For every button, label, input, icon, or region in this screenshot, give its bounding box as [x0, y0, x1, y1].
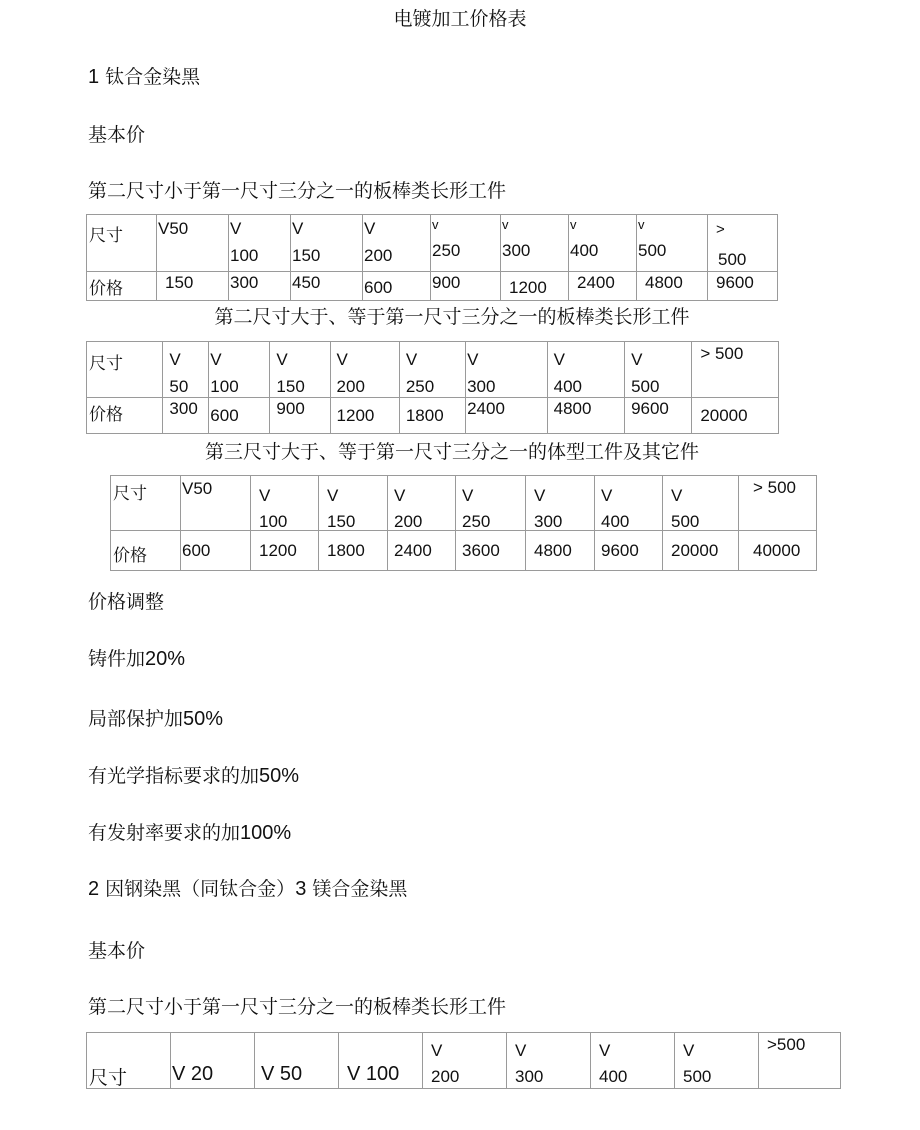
- size-cell: V 300: [526, 476, 595, 531]
- adjustment-text: 有光学指标要求的加: [88, 765, 260, 787]
- price-cell: 300: [163, 398, 209, 434]
- price-cell: 150: [157, 272, 229, 301]
- size-cell: V50: [181, 476, 251, 531]
- size-cell: V 50: [163, 342, 209, 398]
- price-cell: 1800: [319, 531, 388, 571]
- price-cell: 2400: [388, 531, 456, 571]
- section-1-heading: [88, 62, 200, 89]
- price-cell: 1200: [330, 398, 399, 434]
- size-cell: V50: [157, 215, 229, 272]
- adjustment-value: 20%: [145, 648, 186, 670]
- section-number: 1: [88, 66, 100, 88]
- adjustment-item: [88, 761, 299, 788]
- size-cell: V 400: [591, 1033, 675, 1089]
- price-label-cell: 价格: [87, 398, 163, 434]
- size-label-cell: 尺寸: [111, 476, 181, 531]
- size-row: [87, 215, 778, 272]
- size-cell: V 300: [507, 1033, 591, 1089]
- price-cell: 600: [181, 531, 251, 571]
- page-title: 电镀加工价格表: [393, 8, 527, 30]
- size-cell: V 200: [363, 215, 431, 272]
- price-cell: 20000: [663, 531, 739, 571]
- table1-caption: 第二尺寸小于第一尺寸三分之一的板棒类长形工件: [88, 180, 507, 202]
- size-cell: V 20: [171, 1033, 255, 1089]
- size-cell: V 100: [229, 215, 291, 272]
- price-cell: 2400: [569, 272, 637, 301]
- price-table-4: [86, 1032, 841, 1089]
- size-cell: v 500: [637, 215, 708, 272]
- price-row: [111, 531, 817, 571]
- price-table-3: [110, 475, 817, 571]
- size-label-cell: 尺寸: [87, 342, 163, 398]
- price-row: [87, 398, 779, 434]
- size-cell: > 500: [739, 476, 817, 531]
- size-cell: V 200: [423, 1033, 507, 1089]
- adjustment-value: 50%: [259, 765, 300, 787]
- size-label-cell: 尺寸: [87, 215, 157, 272]
- price-label-cell: 价格: [87, 272, 157, 301]
- size-cell: >500: [759, 1033, 841, 1089]
- price-cell: 1200: [251, 531, 319, 571]
- price-cell: 1800: [399, 398, 465, 434]
- price-cell: 900: [431, 272, 501, 301]
- size-cell: V 50: [255, 1033, 339, 1089]
- size-cell: v 300: [501, 215, 569, 272]
- price-cell: 600: [363, 272, 431, 301]
- price-cell: 3600: [456, 531, 526, 571]
- size-cell: > 500: [692, 342, 779, 398]
- price-table-1: [86, 214, 778, 301]
- price-cell: 2400: [466, 398, 548, 434]
- base-price-label: 基本价: [88, 124, 146, 146]
- size-cell: V 200: [388, 476, 456, 531]
- section-title: 镁合金染黑: [312, 878, 408, 900]
- size-label-cell: 尺寸: [87, 1033, 171, 1089]
- size-cell: V 150: [291, 215, 363, 272]
- price-cell: 9600: [625, 398, 692, 434]
- section-2-heading: [88, 874, 407, 901]
- price-adjust-title: 价格调整: [88, 591, 165, 613]
- adjustment-text: 有发射率要求的加: [88, 822, 241, 844]
- price-cell: 4800: [526, 531, 595, 571]
- size-cell: V 400: [595, 476, 663, 531]
- size-row: [87, 1033, 841, 1089]
- size-cell: > 500: [708, 215, 778, 272]
- adjustment-text: 局部保护加: [88, 708, 184, 730]
- size-cell: v 250: [431, 215, 501, 272]
- price-cell: 300: [229, 272, 291, 301]
- size-cell: V 250: [456, 476, 526, 531]
- size-cell: V 300: [466, 342, 548, 398]
- adjustment-value: 100%: [240, 822, 292, 844]
- price-table-2: [86, 341, 779, 434]
- adjustment-value: 50%: [183, 708, 224, 730]
- adjustment-item: [88, 818, 291, 845]
- size-cell: V 500: [625, 342, 692, 398]
- size-cell: V 400: [547, 342, 624, 398]
- price-row: [87, 272, 778, 301]
- adjustment-item: [88, 704, 223, 731]
- price-label-cell: 价格: [111, 531, 181, 571]
- section-number: 2: [88, 878, 100, 900]
- price-cell: 1200: [501, 272, 569, 301]
- price-cell: 20000: [692, 398, 779, 434]
- price-cell: 40000: [739, 531, 817, 571]
- size-cell: V 150: [319, 476, 388, 531]
- price-cell: 600: [209, 398, 270, 434]
- size-cell: V 150: [270, 342, 330, 398]
- section-title: 钛合金染黑: [105, 66, 201, 88]
- size-cell: V 200: [330, 342, 399, 398]
- price-cell: 9600: [708, 272, 778, 301]
- price-cell: 900: [270, 398, 330, 434]
- base-price-label: 基本价: [88, 940, 146, 962]
- price-cell: 4800: [547, 398, 624, 434]
- adjustment-text: 铸件加: [88, 648, 146, 670]
- price-cell: 9600: [595, 531, 663, 571]
- size-cell: v 400: [569, 215, 637, 272]
- size-cell: V 100: [251, 476, 319, 531]
- size-cell: V 250: [399, 342, 465, 398]
- size-cell: V 100: [339, 1033, 423, 1089]
- price-cell: 450: [291, 272, 363, 301]
- section-number: 3: [295, 878, 307, 900]
- size-cell: V 500: [663, 476, 739, 531]
- size-row: [87, 342, 779, 398]
- table4-caption: 第二尺寸小于第一尺寸三分之一的板棒类长形工件: [88, 996, 507, 1018]
- table2-caption: 第二尺寸大于、等于第一尺寸三分之一的板棒类长形工件: [214, 306, 690, 328]
- size-cell: V 100: [209, 342, 270, 398]
- price-cell: 4800: [637, 272, 708, 301]
- table3-caption: 第三尺寸大于、等于第一尺寸三分之一的体型工件及其它件: [204, 441, 699, 463]
- adjustment-item: [88, 644, 185, 671]
- size-row: [111, 476, 817, 531]
- section-title: 因钢染黑（同钛合金）: [105, 878, 296, 900]
- size-cell: V 500: [675, 1033, 759, 1089]
